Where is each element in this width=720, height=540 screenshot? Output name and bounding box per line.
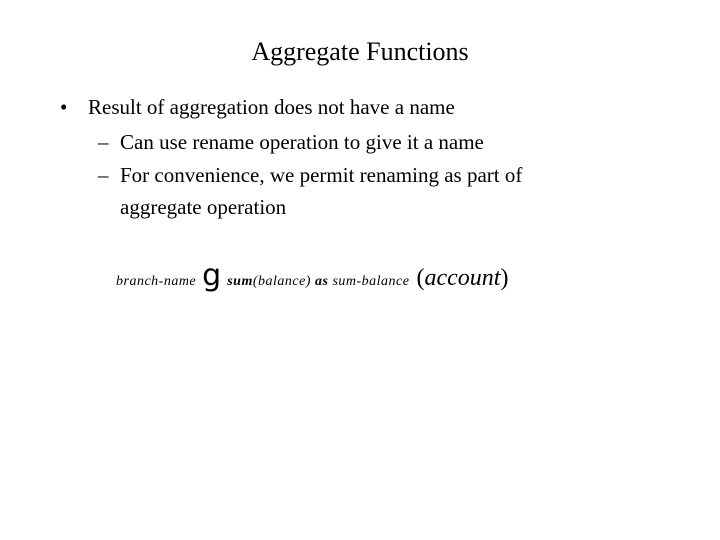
renamed-attribute: sum-balance: [332, 274, 410, 289]
slide-title: Aggregate Functions: [251, 37, 469, 66]
aggregate-function-argument: (balance): [252, 274, 311, 289]
bullet-marker: •: [60, 95, 68, 119]
sub-bullet-marker: –: [98, 130, 109, 154]
aggregate-operator-symbol: g: [202, 258, 222, 293]
close-paren: ): [500, 265, 509, 291]
group-attribute: branch-name: [116, 274, 197, 289]
sub-bullet-marker: –: [98, 163, 109, 187]
sub-bullet-text: For convenience, we permit renaming as part of: [120, 163, 523, 187]
sub-bullet-text: Can use rename operation to give it a name: [120, 130, 484, 154]
aggregate-expression: [116, 258, 508, 293]
as-keyword: as: [314, 274, 329, 289]
bullet-text: Result of aggregation does not have a name: [88, 95, 455, 119]
relation-name: account: [424, 265, 501, 291]
relation-argument: [416, 265, 508, 291]
open-paren: (: [416, 265, 425, 291]
sub-bullet-text-continuation: aggregate operation: [120, 195, 287, 219]
aggregate-function-name: sum: [227, 274, 253, 289]
